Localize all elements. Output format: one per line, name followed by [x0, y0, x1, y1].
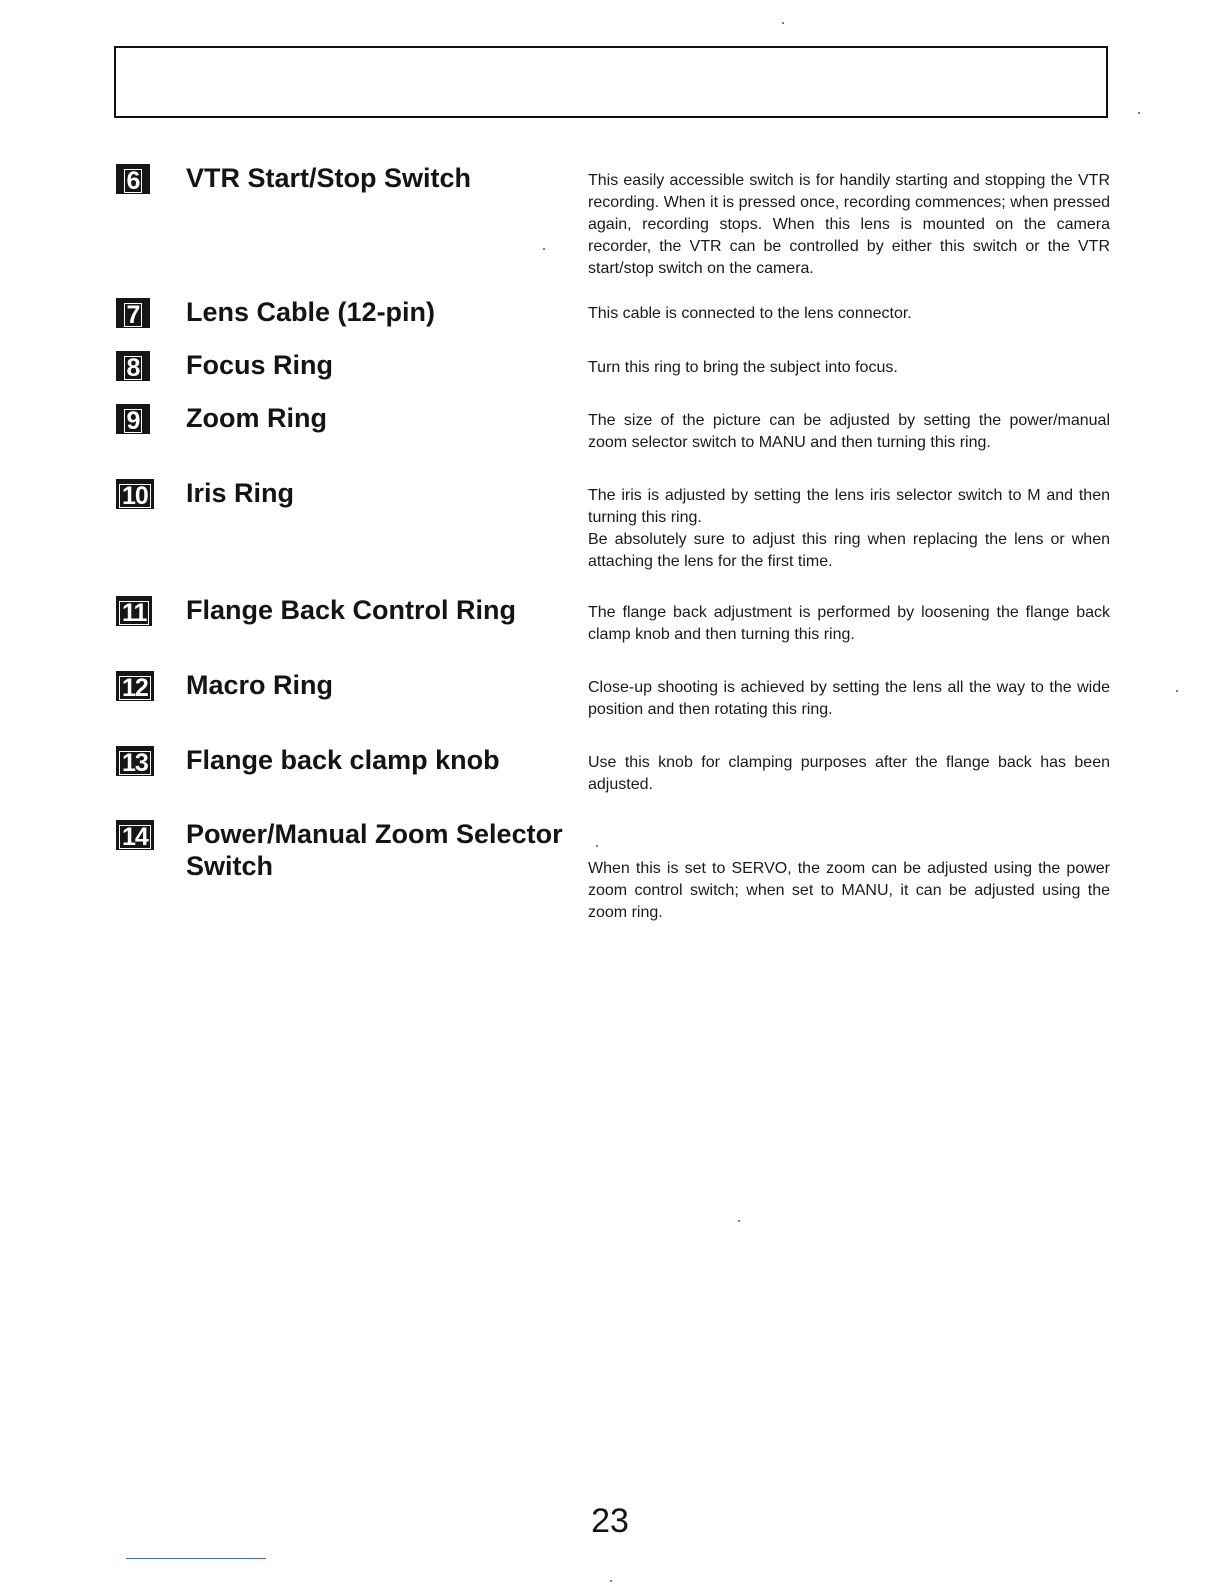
- item-title: Macro Ring: [186, 670, 334, 700]
- item-title: Flange Back Control Ring: [186, 595, 517, 625]
- item-description: [588, 303, 1110, 325]
- item-description: [588, 485, 1110, 573]
- description-paragraph: Turn this ring to bring the subject into focus.: [588, 359, 898, 376]
- item-number-badge: 7: [116, 298, 150, 328]
- item-description: [588, 170, 1110, 280]
- description-paragraph: The iris is adjusted by setting the lens iris selector switch to M and then turning this ring.: [588, 487, 1110, 526]
- description-paragraph: Use this knob for clamping purposes after the flange back has been adjusted.: [588, 754, 1110, 793]
- scan-speck: [782, 22, 784, 24]
- item-title: Flange back clamp knob: [186, 745, 500, 775]
- item-number-badge: 13: [116, 746, 154, 776]
- item-number-badge: 11: [116, 596, 152, 626]
- item-number-badge: 9: [116, 404, 150, 434]
- description-paragraph: Be absolutely sure to adjust this ring when replacing the lens or when attaching the lens for the first time.: [588, 531, 1110, 570]
- item-title: Zoom Ring: [186, 403, 327, 433]
- description-paragraph: Close-up shooting is achieved by setting the lens all the way to the wide position and then rotating this ring.: [588, 679, 1110, 718]
- item-number-badge: 6: [116, 164, 150, 194]
- description-paragraph: This easily accessible switch is for handily starting and stopping the VTR recording. When it is pressed once, recording commences; when pressed again, recording stops. When this lens is mounted on the camera recorder, the VTR can be controlled by either this switch or the VTR start/stop switch on the camera.: [588, 172, 1110, 277]
- item-number-badge: 10: [116, 479, 154, 509]
- item-description: [588, 410, 1110, 454]
- footer-rule: [126, 1558, 266, 1559]
- item-title: Iris Ring: [186, 478, 295, 508]
- item-title: Power/Manual Zoom Selector Switch: [186, 819, 563, 881]
- item-description: [588, 752, 1110, 796]
- scan-speck: [610, 1580, 612, 1582]
- description-paragraph: When this is set to SERVO, the zoom can be adjusted using the power zoom control switch; when set to MANU, it can be adjusted using the zoom ring.: [588, 860, 1110, 921]
- item-number-badge: 12: [116, 671, 154, 701]
- item-description: [588, 357, 1110, 379]
- scan-speck: [543, 248, 545, 250]
- description-paragraph: The size of the picture can be adjusted by setting the power/manual zoom selector switch to MANU and then turning this ring.: [588, 412, 1110, 451]
- item-description: [588, 602, 1110, 646]
- page-number: 23: [591, 1502, 629, 1540]
- header-box: [114, 46, 1108, 118]
- scan-speck: [738, 1220, 740, 1222]
- scan-speck: [596, 845, 598, 847]
- description-paragraph: This cable is connected to the lens connector.: [588, 305, 912, 322]
- item-number-badge: 14: [116, 820, 154, 850]
- item-number-badge: 8: [116, 351, 150, 381]
- item-title: Lens Cable (12-pin): [186, 297, 436, 327]
- description-paragraph: The flange back adjustment is performed by loosening the flange back clamp knob and then turning this ring.: [588, 604, 1110, 643]
- scan-speck: [1176, 690, 1178, 692]
- scan-speck: [1138, 112, 1140, 114]
- item-description: [588, 858, 1110, 924]
- item-description: [588, 677, 1110, 721]
- item-title: VTR Start/Stop Switch: [186, 163, 472, 193]
- item-title: Focus Ring: [186, 350, 333, 380]
